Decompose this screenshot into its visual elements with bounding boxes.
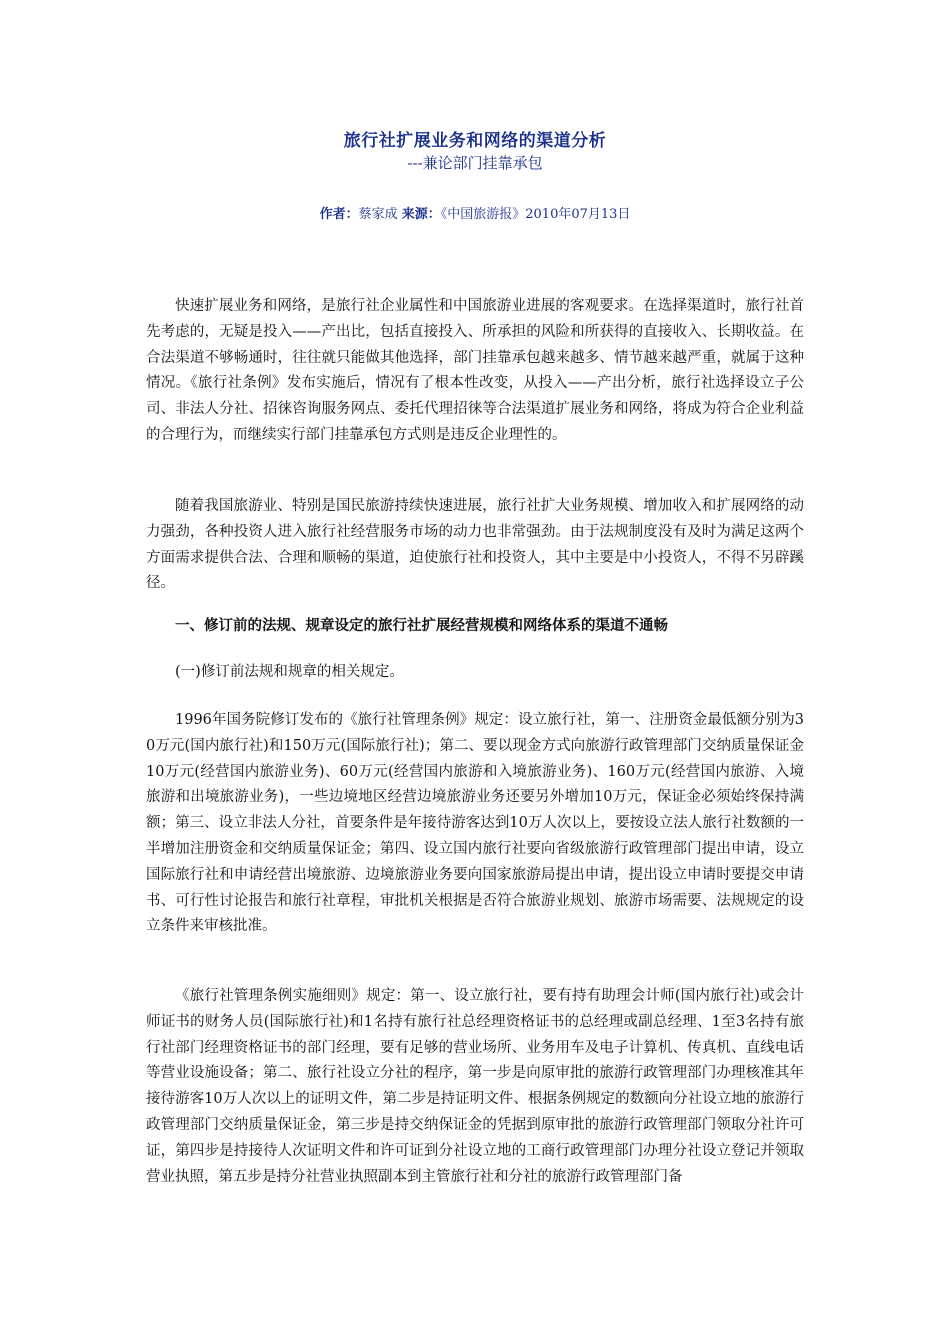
paragraph-intro: 快速扩展业务和网络，是旅行社企业属性和中国旅游业进展的客观要求。在选择渠道时，旅行社首先考虑的，无疑是投入——产出比，包括直接投入、所承担的风险和所获得的直接收入、长期收益。在合法渠道不够畅通时，往往就只能做其他选择，部门挂靠承包越来越多、情节越来越严重，就属于这种情况。《旅行社条例》发布实施后，情况有了根本性改变，从投入——产出分析，旅行社选择设立子公司、非法人分社、招徕咨询服务网点、委托代理招徕等合法渠道扩展业务和网络，将成为符合企业利益的合理行为，而继续实行部门挂靠承包方式则是违反企业理性的。 (146, 298, 804, 443)
paragraph-background: 随着我国旅游业、特别是国民旅游持续快速进展，旅行社扩大业务规模、增加收入和扩展网络的动力强劲，各种投资人进入旅行社经营服务市场的动力也非常强劲。由于法规制度没有及时为满足这两个方面需求提供合法、合理和顺畅的渠道，迫使旅行社和投资人，其中主要是中小投资人，不得不另辟蹊径。 (146, 498, 804, 592)
paragraph-implementation-rules: 《旅行社管理条例实施细则》规定：第一、设立旅行社，要有持有助理会计师(国内旅行社)或会计师证书的财务人员(国际旅行社)和1名持有旅行社总经理资格证书的总经理或副总经理、1至3名持有旅行社部门经理资格证书的部门经理，要有足够的营业场所、业务用车及电子计算机、传真机、直线电话等营业设施设备；第二、旅行社设立分社的程序，第一步是向原审批的旅游行政管理部门办理核准其年接待游客10万人次以上的证明文件，第二步是持证明文件、根据条例规定的数额向分社设立地的旅游行政管理部门交纳质量保证金，第三步是持交纳保证金的凭据到原审批的旅游行政管理部门领取分社许可证，第四步是持接待人次证明文件和许可证到分社设立地的工商行政管理部门办理分社设立登记并领取营业执照，第五步是持分社营业执照副本到主管旅行社和分社的旅游行政管理部门备 (146, 988, 804, 1185)
source-label: 来源： (401, 207, 441, 222)
author-name: 蔡家成 (358, 207, 398, 222)
paragraph-regulations: 1996年国务院修订发布的《旅行社管理条例》规定：设立旅行社，第一、注册资金最低额分别为30万元(国内旅行社)和150万元(国际旅行社)；第二、要以现金方式向旅游行政管理部门交纳质量保证金10万元(经营国内旅游业务)、60万元(经营国内旅游和入境旅游业务)、160万元(经营国内旅游、入境旅游和出境旅游业务)，一些边境地区经营边境旅游业务还要另外增加10万元，保证金必须始终保持满额；第三、设立非法人分社，首要条件是年接待游客达到10万人次以上，要按设立法人旅行社数额的一半增加注册资金和交纳质量保证金；第四、设立国内旅行社要向省级旅游行政管理部门提出申请，设立国际旅行社和申请经营出境旅游、边境旅游业务要向国家旅游局提出申请，提出设立申请时要提交申请书、可行性讨论报告和旅行社章程，审批机关根据是否符合旅游业规划、旅游市场需要、法规规定的设立条件来审核批准。 (146, 712, 804, 935)
author-label: 作者： (319, 207, 359, 222)
section-heading-1: 一、修订前的法规、规章设定的旅行社扩展经营规模和网络体系的渠道不通畅 (175, 618, 668, 634)
article-title: 旅行社扩展业务和网络的渠道分析 (343, 131, 607, 151)
article-subtitle: ---兼论部门挂靠承包 (407, 154, 543, 172)
article-byline (146, 203, 804, 222)
source-name: 《中国旅游报》2010年07月13日 (440, 207, 631, 222)
subsection-heading-1: (一)修订前法规和规章的相关规定。 (175, 664, 404, 680)
